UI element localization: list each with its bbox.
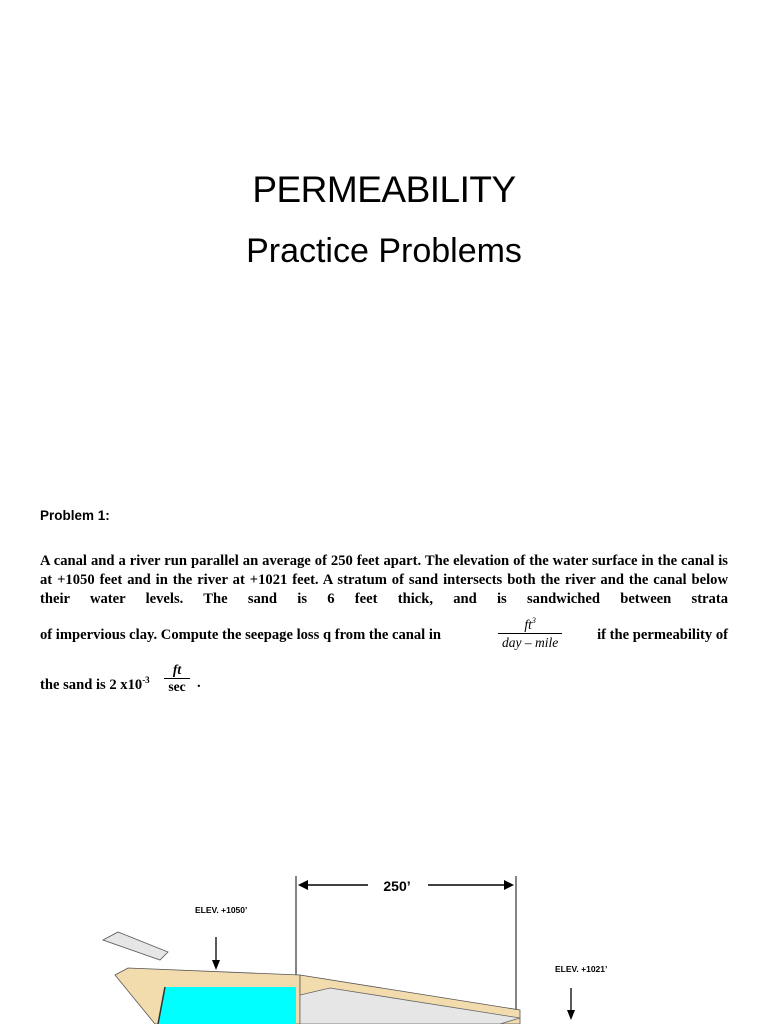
problem-line4-end: if the permeability of <box>597 627 728 643</box>
perm-unit-denominator: sec <box>168 679 186 694</box>
canal-water <box>158 987 296 1024</box>
problem-line4-text: of impervious clay. Compute the seepage loss q from the canal in <box>40 627 442 643</box>
problem-line5-text: the sand is 2 $x10^{-3}$ <box>40 675 150 693</box>
arrowhead-down <box>212 960 220 970</box>
river-elevation-label: ELEV. +1021’ <box>555 964 608 974</box>
distance-label: 250’ <box>383 878 411 894</box>
flow-unit-numerator: $ft^3$ <box>524 616 536 632</box>
canal-elevation-label: ELEV. +1050’ <box>195 905 248 915</box>
gravel-slab <box>103 932 168 960</box>
problem-paragraph: A canal and a river run parallel an average of 250 feet apart. The elevation of the water surface in the canal is at +1050 feet and in the river at +1021 feet. A stratum of sand intersects both the river and the canal below their water levels. The sand is 6 feet thick, and is sandwiched between strata <box>40 553 728 607</box>
arrowhead-right <box>504 880 514 890</box>
page-subtitle: Practice Problems <box>246 232 522 270</box>
arrowhead-down <box>567 1010 575 1020</box>
problem-heading: Problem 1: <box>40 508 110 523</box>
arrowhead-left <box>298 880 308 890</box>
page-title: PERMEABILITY <box>252 169 516 210</box>
period: . <box>197 675 201 691</box>
perm-unit-numerator: ft <box>172 662 182 677</box>
flow-unit-denominator: day – mile <box>502 635 559 650</box>
